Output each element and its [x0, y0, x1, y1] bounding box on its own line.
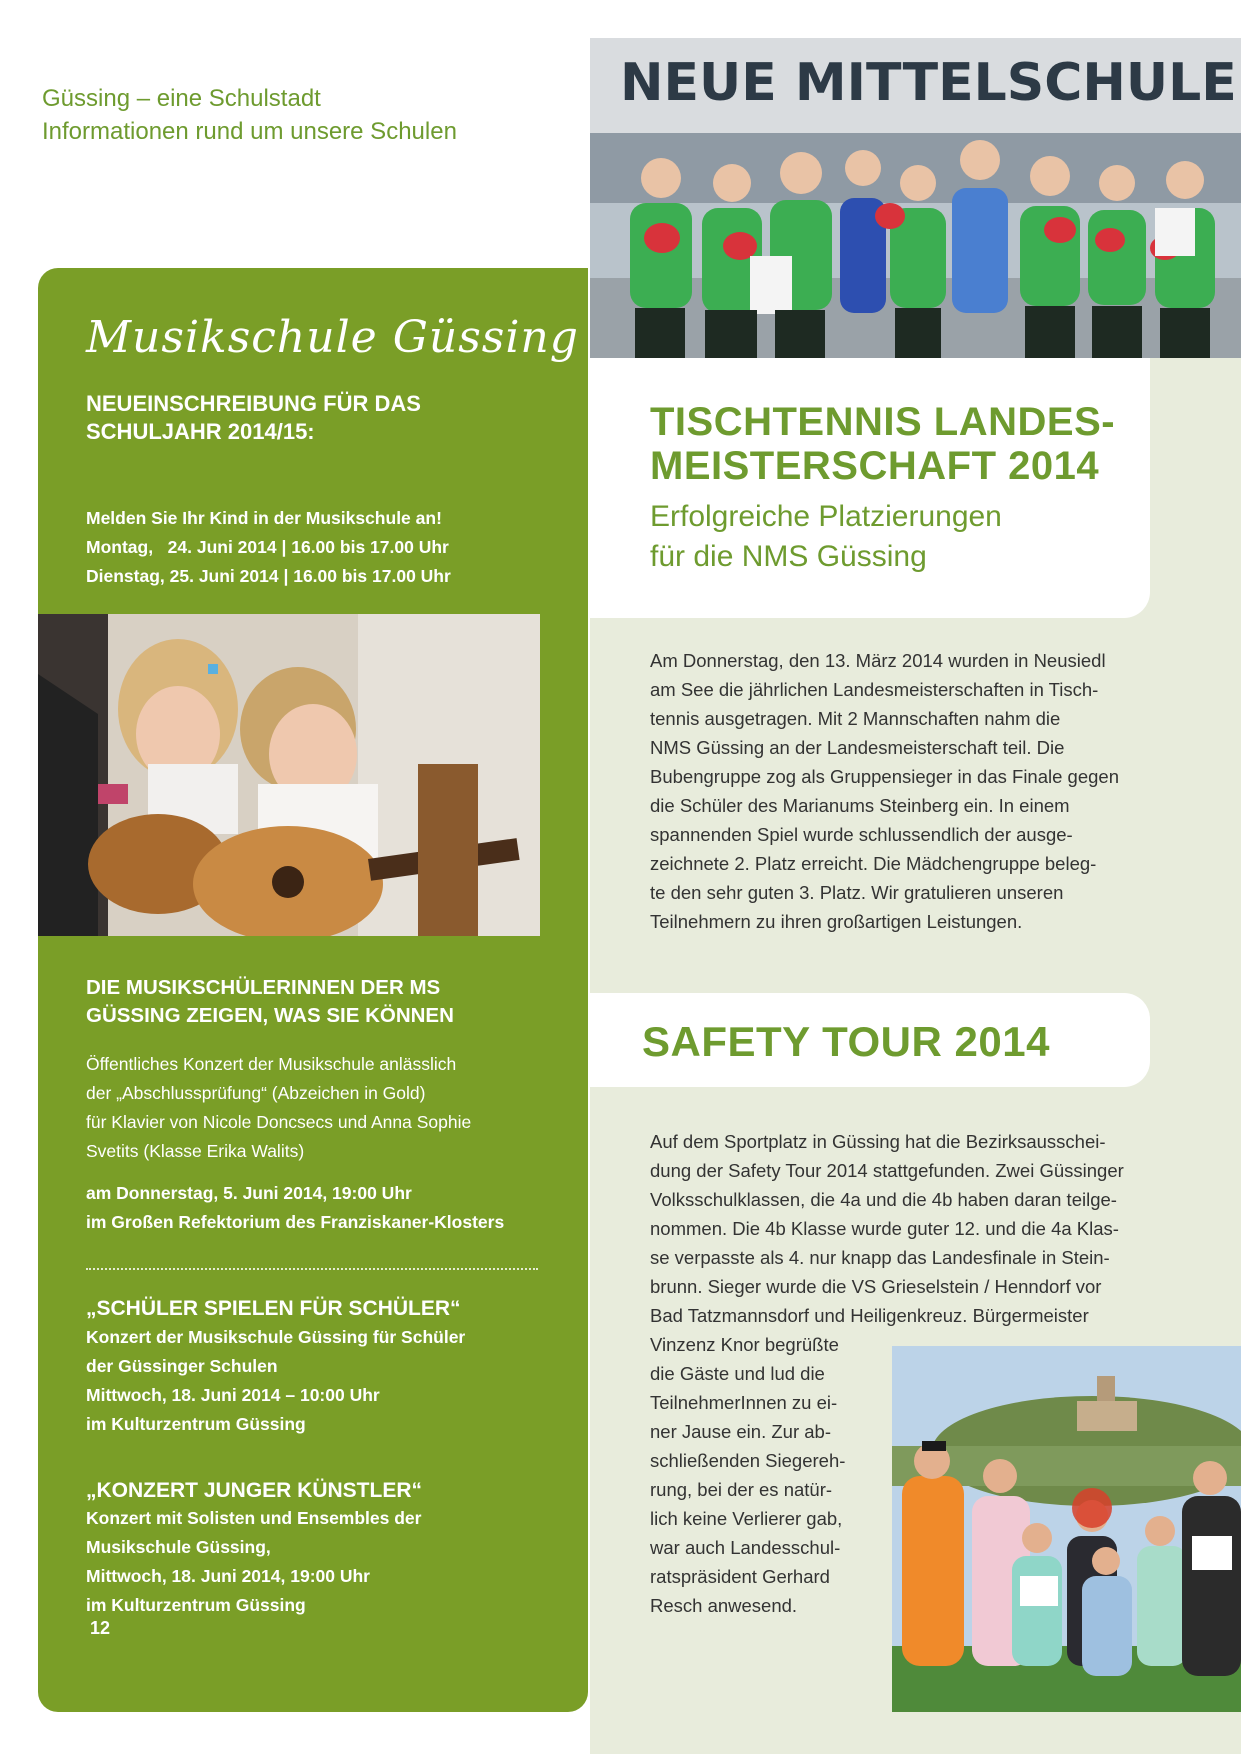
photo-tabletennis-team — [590, 38, 1241, 358]
header-line-1: Güssing – eine Schulstadt — [42, 85, 321, 112]
tischtennis-subtitle-line-1: Erfolgreiche Platzierungen — [650, 500, 1002, 533]
safety-body-line: Volksschulklassen, die 4a und die 4b haben daran teilge- — [650, 1189, 1117, 1210]
registration-details — [86, 504, 451, 591]
safety-body-line: ner Jause ein. Zur ab- — [650, 1421, 831, 1442]
registration-line-3: Dienstag, 25. Juni 2014 | 16.00 bis 17.00 Uhr — [86, 566, 451, 586]
concert-heading-line-2: GÜSSING ZEIGEN, WAS SIE KÖNNEN — [86, 1004, 454, 1027]
page-header — [42, 82, 457, 148]
safety-body-line: lich keine Verlierer gab, — [650, 1508, 843, 1529]
concert-heading — [86, 974, 454, 1030]
event1-line-2: der Güssinger Schulen — [86, 1356, 278, 1376]
tischtennis-body-line: tennis ausgetragen. Mit 2 Mannschaften nahm die — [650, 708, 1061, 729]
event1-line-4: im Kulturzentrum Güssing — [86, 1414, 306, 1434]
safety-body-line: Auf dem Sportplatz in Güssing hat die Bezirksausschei- — [650, 1131, 1106, 1152]
registration-heading-line-2: SCHULJAHR 2014/15: — [86, 419, 315, 444]
event1-line-1: Konzert der Musikschule Güssing für Schüler — [86, 1327, 466, 1347]
tischtennis-body-line: te den sehr guten 3. Platz. Wir gratulieren unseren — [650, 882, 1064, 903]
tischtennis-title — [650, 400, 1115, 488]
safety-body-line: se verpasste als 4. nur knapp das Landesfinale in Stein- — [650, 1247, 1110, 1268]
photo-safety-tour-group — [892, 1346, 1241, 1712]
safety-body-narrow — [650, 1330, 865, 1620]
event2-line-4: im Kulturzentrum Güssing — [86, 1595, 306, 1615]
musikschule-panel — [38, 268, 588, 1712]
event2-line-1: Konzert mit Solisten und Ensembles der — [86, 1508, 422, 1528]
event1-line-3: Mittwoch, 18. Juni 2014 – 10:00 Uhr — [86, 1385, 380, 1405]
concert-date-line-2: im Großen Refektorium des Franziskaner-Klosters — [86, 1212, 505, 1232]
registration-heading-line-1: NEUEINSCHREIBUNG FÜR DAS — [86, 391, 421, 416]
tischtennis-body-line: Am Donnerstag, den 13. März 2014 wurden in Neusiedl — [650, 650, 1106, 671]
safety-body-line: schließenden Siegereh- — [650, 1450, 846, 1471]
safety-body-line: nommen. Die 4b Klasse wurde guter 12. und die 4a Klas- — [650, 1218, 1119, 1239]
concert-description — [86, 1050, 471, 1166]
tischtennis-body-line: die Schüler des Marianums Steinberg ein. In einem — [650, 795, 1070, 816]
event2-line-2: Musikschule Güssing, — [86, 1537, 271, 1557]
musikschule-title: Musikschule Güssing — [86, 312, 579, 363]
header-line-2: Informationen rund um unsere Schulen — [42, 118, 457, 145]
safety-body — [650, 1127, 1183, 1330]
tischtennis-title-line-2: MEISTERSCHAFT 2014 — [650, 444, 1100, 488]
photo-children-guitars — [38, 614, 540, 936]
tischtennis-subtitle-line-2: für die NMS Güssing — [650, 540, 927, 573]
concert-text-line-1: Öffentliches Konzert der Musikschule anlässlich — [86, 1054, 457, 1074]
tischtennis-body-line: NMS Güssing an der Landesmeisterschaft teil. Die — [650, 737, 1065, 758]
concert-heading-line-1: DIE MUSIKSCHÜLERINNEN DER MS — [86, 976, 441, 999]
safety-body-line: TeilnehmerInnen zu ei- — [650, 1392, 838, 1413]
tischtennis-subtitle — [650, 497, 1002, 577]
event1-details — [86, 1323, 465, 1439]
concert-text-line-4: Svetits (Klasse Erika Walits) — [86, 1141, 305, 1161]
concert-date — [86, 1179, 504, 1237]
tischtennis-title-line-1: TISCHTENNIS LANDES- — [650, 400, 1116, 444]
tischtennis-body-line: am See die jährlichen Landesmeisterschaften in Tisch- — [650, 679, 1099, 700]
page-number: 12 — [90, 1618, 111, 1638]
tischtennis-body-line: Bubengruppe zog als Gruppensieger in das Finale gegen — [650, 766, 1119, 787]
tischtennis-body-line: zeichnete 2. Platz erreicht. Die Mädchengruppe beleg- — [650, 853, 1097, 874]
school-sign: NEUE MITTELSCHULE — [620, 53, 1237, 113]
registration-heading — [86, 390, 421, 446]
safety-body-line: dung der Safety Tour 2014 stattgefunden. Zwei Güssinger — [650, 1160, 1124, 1181]
safety-body-line: Bad Tatzmannsdorf und Heiligenkreuz. Bürgermeister — [650, 1305, 1089, 1326]
safety-body-line: Vinzenz Knor begrüßte — [650, 1334, 839, 1355]
event2-title: „KONZERT JUNGER KÜNSTLER“ — [86, 1479, 423, 1502]
tischtennis-body — [650, 646, 1183, 936]
safety-body-line: war auch Landesschul- — [650, 1537, 841, 1558]
safety-body-line: Resch anwesend. — [650, 1595, 798, 1616]
dotted-divider — [86, 1268, 538, 1270]
safety-body-line: die Gäste und lud die — [650, 1363, 825, 1384]
safety-title: SAFETY TOUR 2014 — [642, 1018, 1050, 1065]
safety-body-line: ratspräsident Gerhard — [650, 1566, 830, 1587]
safety-body-line: brunn. Sieger wurde die VS Grieselstein / Henndorf vor — [650, 1276, 1102, 1297]
concert-text-line-2: der „Abschlussprüfung“ (Abzeichen in Gold) — [86, 1083, 426, 1103]
event1-title: „SCHÜLER SPIELEN FÜR SCHÜLER“ — [86, 1297, 461, 1320]
concert-date-line-1: am Donnerstag, 5. Juni 2014, 19:00 Uhr — [86, 1183, 412, 1203]
safety-body-line: rung, bei der es natür- — [650, 1479, 833, 1500]
tischtennis-body-line: spannenden Spiel wurde schlussendlich der ausge- — [650, 824, 1073, 845]
concert-text-line-3: für Klavier von Nicole Doncsecs und Anna Sophie — [86, 1112, 472, 1132]
registration-line-1: Melden Sie Ihr Kind in der Musikschule an! — [86, 508, 442, 528]
registration-line-2: Montag, 24. Juni 2014 | 16.00 bis 17.00 Uhr — [86, 537, 449, 557]
tischtennis-body-line: Teilnehmern zu ihren großartigen Leistungen. — [650, 911, 1023, 932]
event2-line-3: Mittwoch, 18. Juni 2014, 19:00 Uhr — [86, 1566, 370, 1586]
event2-details — [86, 1504, 421, 1620]
